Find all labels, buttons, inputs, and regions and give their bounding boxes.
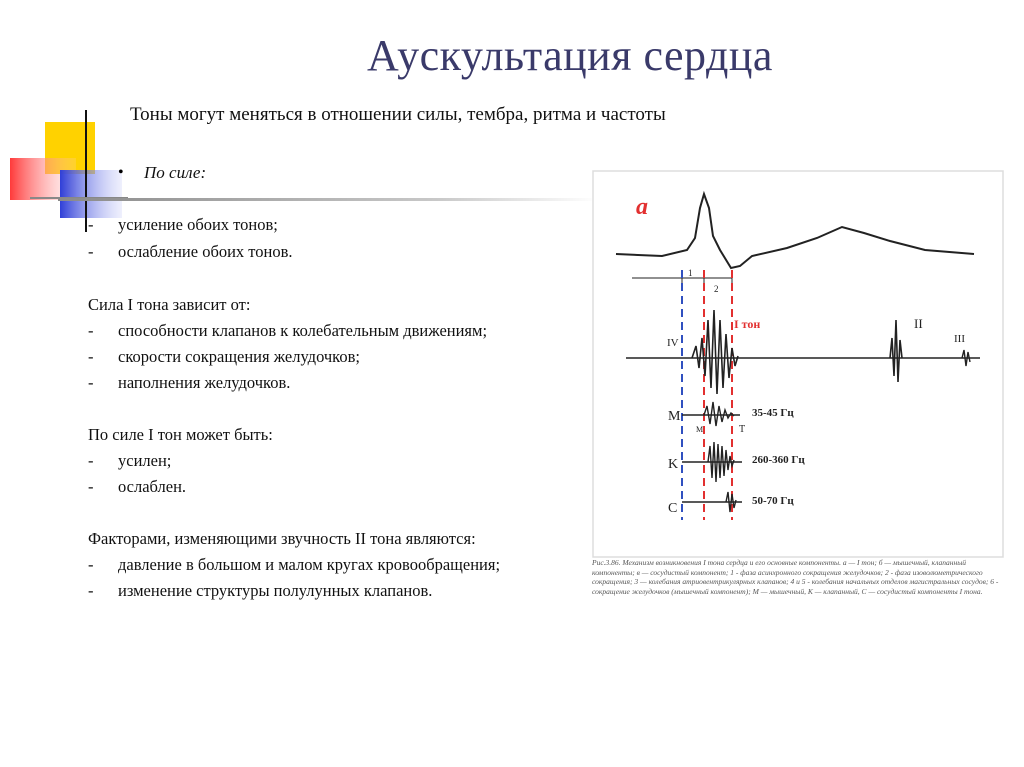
text-line [88, 373, 290, 393]
text-line [88, 555, 500, 575]
divider-line [58, 198, 598, 201]
bullet-icon: • [118, 164, 124, 181]
text-line-content: усилен; [118, 451, 172, 470]
label-C: C [668, 501, 678, 516]
decorative-corner-squares [0, 0, 130, 240]
label-III: III [954, 333, 965, 345]
slide-subtitle: Тоны могут меняться в отношении силы, тембра, ритма и частоты [130, 104, 666, 125]
heart-sound-figure [592, 170, 1004, 618]
text-line [88, 529, 476, 549]
list-dash: - [88, 373, 94, 392]
text-line-content: усиление обоих тонов; [118, 215, 278, 234]
panel-label-a: а [636, 194, 648, 220]
text-line-content: изменение структуры полулунных клапанов. [118, 581, 433, 600]
label-IV: IV [667, 337, 679, 349]
text-line-content: Сила I тона зависит от: [88, 295, 251, 314]
list-dash: - [88, 242, 94, 261]
label-m-small: M [696, 425, 704, 434]
label-M: M [668, 409, 681, 424]
text-line [88, 425, 273, 445]
text-line [88, 451, 171, 471]
label-K: K [668, 457, 679, 472]
list-dash: - [88, 215, 94, 234]
phase-2-label: 2 [714, 284, 719, 294]
list-dash: - [88, 477, 94, 496]
slide-title: Аускультация сердца [367, 31, 773, 80]
text-line-content: Факторами, изменяющими звучность II тона являются: [88, 529, 476, 548]
list-dash: - [88, 581, 94, 600]
figure-caption: Рис.3.86. Механизм возникновения I тона сердца и его основные компоненты. а — I тон; б — мышечный, клапанный компоненты; в — сосудистый компонент; 1 - фаза асинхронного сокращения желудочков; 2 - фаза изоволюметрического сокращения; 3 — колебания атриовентрикулярных клапанов; 4 и 5 - колебания начальных отделов магистральных сосудов; 6 - сокращение желудочков (мышечный компонент); М — мышечный, К — клапанный, С — сосудистый компоненты I тона. [592, 558, 999, 596]
label-tone-I: I тон [734, 317, 761, 331]
bullet-heading: По силе: [144, 163, 207, 182]
list-dash: - [88, 321, 94, 340]
text-line-content: давление в большом и малом кругах кровообращения; [118, 555, 501, 574]
list-dash: - [88, 451, 94, 470]
list-dash: - [88, 347, 94, 366]
text-line-content: способности клапанов к колебательным движениям; [118, 321, 488, 340]
text-line [88, 215, 278, 235]
freq-C: 50-70 Гц [752, 495, 794, 507]
text-line [88, 477, 186, 497]
text-line [88, 347, 360, 367]
list-dash: - [88, 555, 94, 574]
text-line-content: скорости сокращения желудочков; [118, 347, 360, 366]
freq-M: 35-45 Гц [752, 407, 794, 419]
text-line [88, 321, 487, 341]
text-line [88, 581, 432, 601]
label-II: II [914, 316, 923, 331]
text-line-content: ослабление обоих тонов. [118, 242, 293, 261]
text-line [88, 242, 293, 262]
text-line-content: наполнения желудочков. [118, 373, 291, 392]
text-line-content: По силе I тон может быть: [88, 425, 273, 444]
phonocardiogram-diagram [592, 170, 1004, 558]
label-T: T [739, 424, 746, 435]
freq-K: 260-360 Гц [752, 454, 805, 466]
text-line [88, 295, 250, 315]
text-line-content: ослаблен. [118, 477, 187, 496]
phase-1-label: 1 [688, 268, 693, 278]
